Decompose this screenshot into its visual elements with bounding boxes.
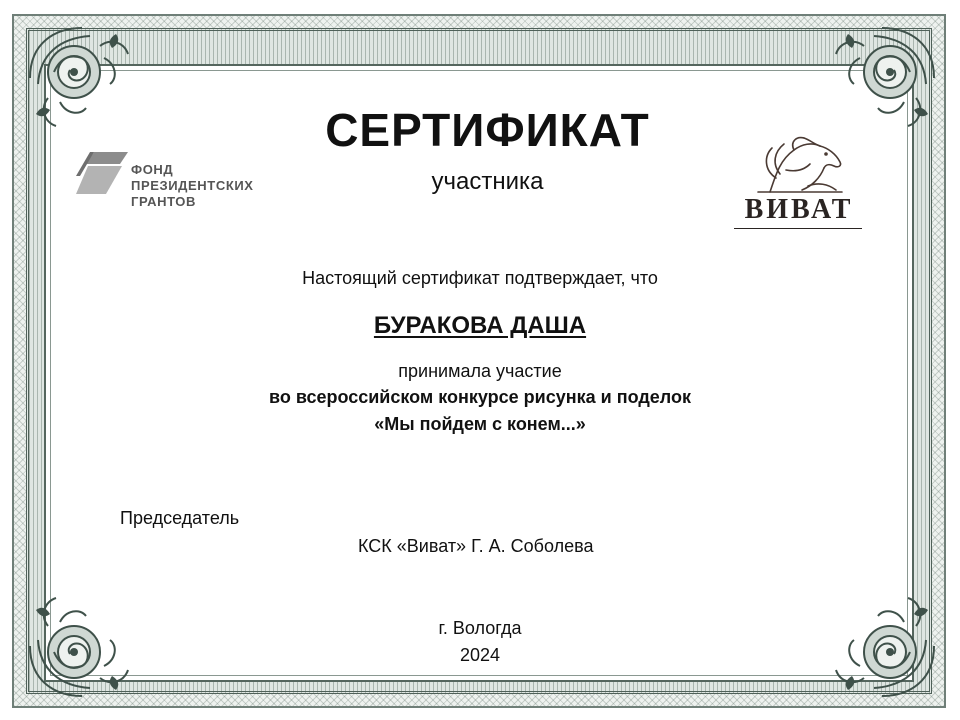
participation-text: принимала участие — [398, 361, 562, 381]
contest-name: «Мы пойдем с конем...» — [374, 414, 586, 434]
certificate-title: СЕРТИФИКАТ — [325, 104, 650, 156]
certificate-subtitle: участника — [431, 168, 544, 195]
confirm-text: Настоящий сертификат подтверждает, что — [302, 268, 658, 288]
recipient-name: БУРАКОВА ДАША — [373, 312, 587, 339]
chair-name: КСК «Виват» Г. А. Соболева — [358, 536, 594, 556]
contest-description: во всероссийском конкурсе рисунка и поделок — [269, 387, 691, 407]
fund-line: ПРЕЗИДЕНТСКИХ — [131, 178, 254, 193]
year: 2024 — [459, 645, 501, 665]
vivat-underline — [734, 228, 862, 229]
chair-label: Председатель — [120, 508, 240, 528]
fund-line: ФОНД — [131, 162, 174, 177]
city: г. Вологда — [438, 618, 522, 638]
vivat-wordmark: ВИВАТ — [744, 194, 854, 225]
fund-line: ГРАНТОВ — [131, 194, 196, 209]
